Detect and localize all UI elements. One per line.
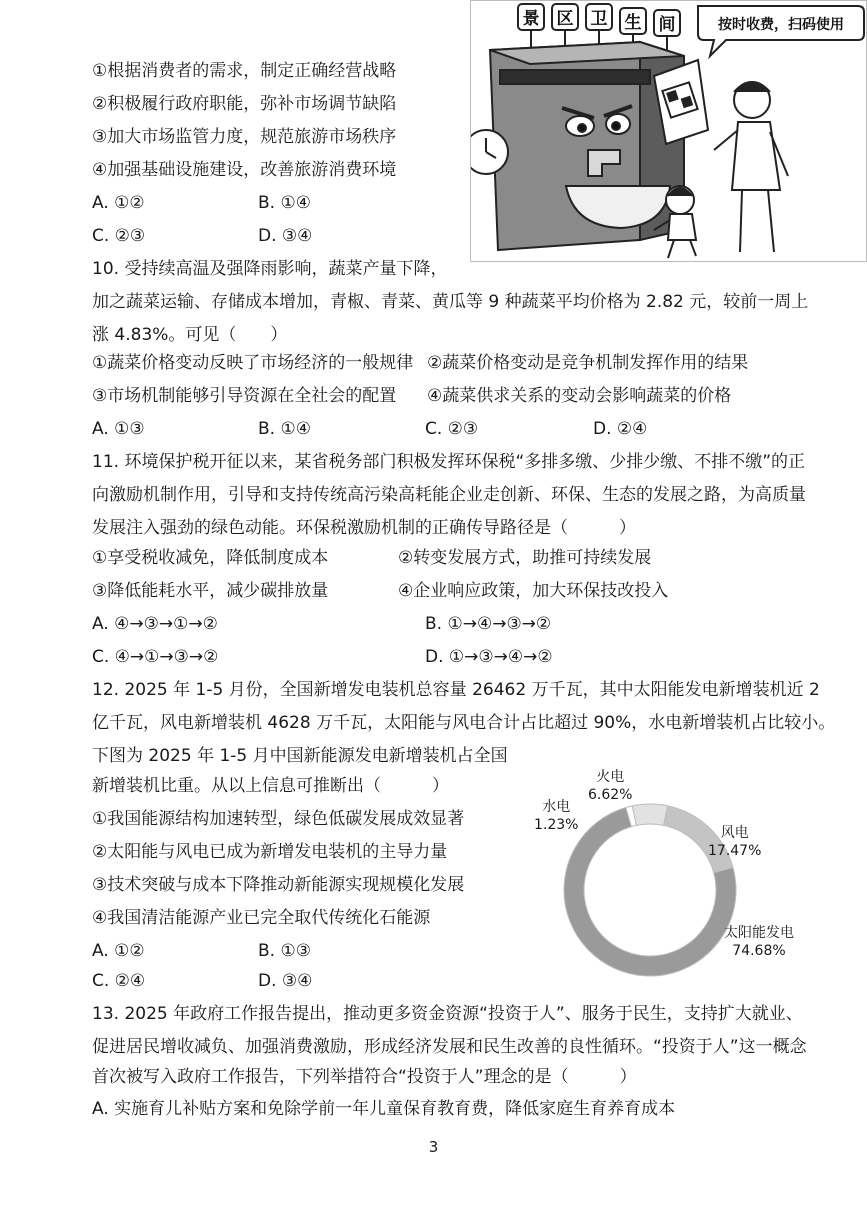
chart-label-hydro-name: 水电 xyxy=(542,799,571,815)
q12-option-3: ③技术突破与成本下降推动新能源实现规模化发展 xyxy=(92,875,465,895)
q11-option-2: ②转变发展方式，助推可持续发展 xyxy=(398,548,652,568)
q10-option-2: ②蔬菜价格变动是竞争机制发挥作用的结果 xyxy=(427,353,749,373)
sign-char-1: 景 xyxy=(522,9,540,29)
q12-line-1: 12. 2025 年 1-5 月份，全国新增发电装机总容量 26462 万千瓦，其中太阳能发电新增装机近 2 xyxy=(92,680,820,700)
chart-label-wind-value: 17.47% xyxy=(708,843,762,859)
adult-figure xyxy=(714,82,788,252)
cartoon-illustration xyxy=(470,0,867,262)
q11-option-1: ①享受税收减免，降低制度成本 xyxy=(92,548,329,568)
chart-label-thermal-name: 火电 xyxy=(596,769,625,785)
q9-option-1: ①根据消费者的需求，制定正确经营战略 xyxy=(92,61,397,81)
q12-line-3: 下图为 2025 年 1-5 月中国新能源发电新增装机占全国 xyxy=(92,746,508,766)
q13-line-2: 促进居民增收减负、加强消费激励，形成经济发展和民生改善的良性循环。“投资于人”这一概念 xyxy=(92,1037,807,1057)
q11-line-3: 发展注入强劲的绿色动能。环保税激励机制的正确传导路径是（ ） xyxy=(92,518,636,538)
chart-label-hydro-value: 1.23% xyxy=(534,817,579,833)
chart-label-wind-name: 风电 xyxy=(720,825,749,841)
q12-option-1: ①我国能源结构加速转型，绿色低碳发展成效显著 xyxy=(92,809,465,829)
q9-answer-d: D. ③④ xyxy=(258,226,313,246)
chart-label-solar-value: 74.68% xyxy=(732,943,786,959)
q10-option-4: ④蔬菜供求关系的变动会影响蔬菜的价格 xyxy=(427,386,732,406)
sign-char-3: 卫 xyxy=(590,9,608,29)
sign-char-2: 区 xyxy=(556,9,574,29)
q11-answer-b: B. ①→④→③→② xyxy=(425,614,552,634)
q12-answer-b: B. ①③ xyxy=(258,941,311,961)
chart-label-wind xyxy=(708,824,761,860)
page-number: 3 xyxy=(428,1138,439,1156)
q10-option-1: ①蔬菜价格变动反映了市场经济的一般规律 xyxy=(92,353,414,373)
toilet-building xyxy=(470,42,684,250)
q10-answer-b: B. ①④ xyxy=(258,419,311,439)
q10-line-2: 加之蔬菜运输、存储成本增加，青椒、青菜、黄瓜等 9 种蔬菜平均价格为 2.82 元，较前一周上 xyxy=(92,292,809,312)
donut-slice-3 xyxy=(632,804,668,825)
q11-answer-c: C. ④→①→③→② xyxy=(92,647,219,667)
q10-answer-c: C. ②③ xyxy=(425,419,479,439)
q9-answer-a: A. ①② xyxy=(92,193,145,213)
q11-answer-a: A. ④→③→①→② xyxy=(92,614,218,634)
q12-option-2: ②太阳能与风电已成为新增发电装机的主导力量 xyxy=(92,842,448,862)
q12-answer-d: D. ③④ xyxy=(258,971,313,991)
chart-label-thermal xyxy=(588,768,632,804)
speech-bubble-text: 按时收费，扫码使用 xyxy=(718,17,844,33)
q11-option-3: ③降低能耗水平，减少碳排放量 xyxy=(92,581,329,601)
q11-option-4: ④企业响应政策，加大环保技改投入 xyxy=(398,581,669,601)
q9-option-4: ④加强基础设施建设，改善旅游消费环境 xyxy=(92,160,397,180)
q9-answer-c: C. ②③ xyxy=(92,226,146,246)
chart-label-solar-name: 太阳能发电 xyxy=(724,925,794,941)
q10-answer-d: D. ②④ xyxy=(593,419,648,439)
q12-answer-c: C. ②④ xyxy=(92,971,146,991)
q13-line-1: 13. 2025 年政府工作报告提出，推动更多资金资源“投资于人”、服务于民生，支持扩大就业、 xyxy=(92,1004,803,1024)
q12-line-2: 亿千瓦，风电新增装机 4628 万千瓦，太阳能与风电合计占比超过 90%，水电新增装机占比较小。 xyxy=(92,713,836,733)
q11-line-1: 11. 环境保护税开征以来，某省税务部门积极发挥环保税“多排多缴、少排少缴、不排不缴”的正 xyxy=(92,452,806,472)
q12-line-4: 新增装机比重。从以上信息可推断出（ ） xyxy=(92,776,449,796)
q13-line-3: 首次被写入政府工作报告，下列举措符合“投资于人”理念的是（ ） xyxy=(92,1067,637,1087)
q10-option-3: ③市场机制能够引导资源在全社会的配置 xyxy=(92,386,397,406)
q11-line-2: 向激励机制作用，引导和支持传统高污染高耗能企业走创新、环保、生态的发展之路，为高质量 xyxy=(92,485,806,505)
chart-label-thermal-value: 6.62% xyxy=(588,787,633,803)
sign-char-5: 间 xyxy=(658,15,676,35)
q12-answer-a: A. ①② xyxy=(92,941,145,961)
q12-option-4: ④我国清洁能源产业已完全取代传统化石能源 xyxy=(92,908,431,928)
chart-label-hydro xyxy=(534,798,578,834)
q9-answer-b: B. ①④ xyxy=(258,193,311,213)
q9-option-2: ②积极履行政府职能，弥补市场调节缺陷 xyxy=(92,94,397,114)
q9-option-3: ③加大市场监管力度，规范旅游市场秩序 xyxy=(92,127,397,147)
q10-line-3: 涨 4.83%。可见（ ） xyxy=(92,325,288,345)
q10-line-1: 10. 受持续高温及强降雨影响，蔬菜产量下降， xyxy=(92,259,448,279)
q11-answer-d: D. ①→③→④→② xyxy=(425,647,553,667)
chart-label-solar xyxy=(724,924,794,960)
q13-option-a: A. 实施育儿补贴方案和免除学前一年儿童保育教育费，降低家庭生育养育成本 xyxy=(92,1099,676,1119)
q10-answer-a: A. ①③ xyxy=(92,419,145,439)
sign-char-4: 生 xyxy=(624,13,642,33)
